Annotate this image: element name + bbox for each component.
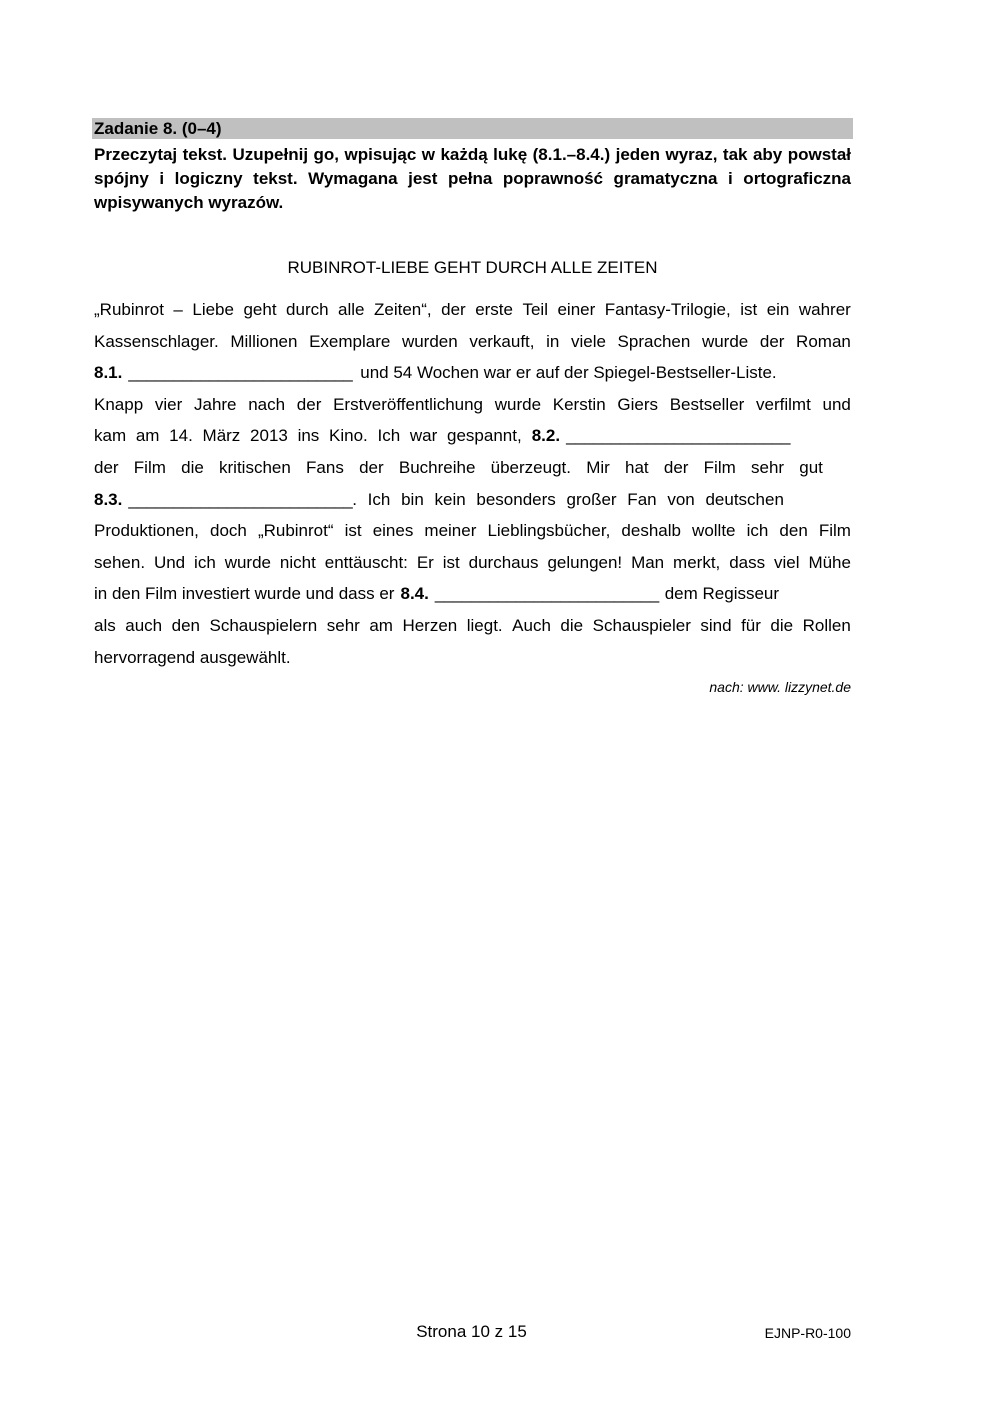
gap-blank-8-2[interactable]: _________________________ [566,426,790,446]
page-number: Strona 10 z 15 [416,1322,527,1341]
passage-line [94,420,851,452]
passage-text: kam am 14. März 2013 ins Kino. Ich war gespannt, [94,426,522,446]
source-citation: nach: www. lizzynet.de [709,679,851,695]
task-instruction: Przeczytaj tekst. Uzupełnij go, wpisując w każdą lukę (8.1.–8.4.) jeden wyraz, tak aby powstał spójny i logiczny tekst. Wymagana jest pełna poprawność gramatyczna i ortograficzna wpisywanych wyrazów. [94,145,851,212]
passage-line: Knapp vier Jahre nach der Erstveröffentlichung wurde Kerstin Giers Bestseller verfilmt und [94,394,851,414]
passage-line: „Rubinrot – Liebe geht durch alle Zeiten“, der erste Teil einer Fantasy-Trilogie, ist ein wahrer [94,300,851,319]
gap-label-8-1: 8.1. [94,363,123,383]
gap-label-8-4: 8.4. [400,584,429,604]
passage-line [94,357,851,389]
text-title: RUBINROT-LIEBE GEHT DURCH ALLE ZEITEN [287,258,658,277]
gap-blank-8-1[interactable]: _________________________ [128,363,353,383]
passage-text: in den Film investiert wurde und dass er [94,584,395,604]
gap-blank-8-3[interactable]: _________________________ [128,489,353,509]
gap-label-8-2: 8.2. [531,426,561,446]
passage-text: dem Regisseur [664,584,780,604]
passage-line: Produktionen, doch „Rubinrot“ ist eines meiner Lieblingsbücher, deshalb wollte ich den Film [94,521,851,541]
passage-text: und 54 Wochen war er auf der Spiegel-Bestseller-Liste. [360,363,777,383]
passage-line: hervorragend ausgewählt. [94,647,291,667]
passage-line: Kassenschlager. Millionen Exemplare wurden verkauft, in viele Sprachen wurde der Roman [94,331,851,351]
passage-line: der Film die kritischen Fans der Buchreihe überzeugt. Mir hat der Film sehr gut [94,457,823,477]
exam-code: EJNP-R0-100 [764,1325,851,1341]
passage-line: als auch den Schauspielern sehr am Herzen liegt. Auch die Schauspieler sind für die Rollen [94,615,851,635]
passage-line: sehen. Und ich wurde nicht enttäuscht: Er ist durchaus gelungen! Man merkt, dass viel Mühe [94,552,851,572]
reading-passage [94,294,851,673]
passage-line [94,484,851,516]
gap-label-8-3: 8.3. [94,489,123,509]
passage-line [94,578,851,610]
gap-blank-8-4[interactable]: _________________________ [434,584,659,604]
passage-text: . Ich bin kein besonders großer Fan von deutschen [352,489,784,509]
task-header: Zadanie 8. (0–4) [92,118,853,139]
